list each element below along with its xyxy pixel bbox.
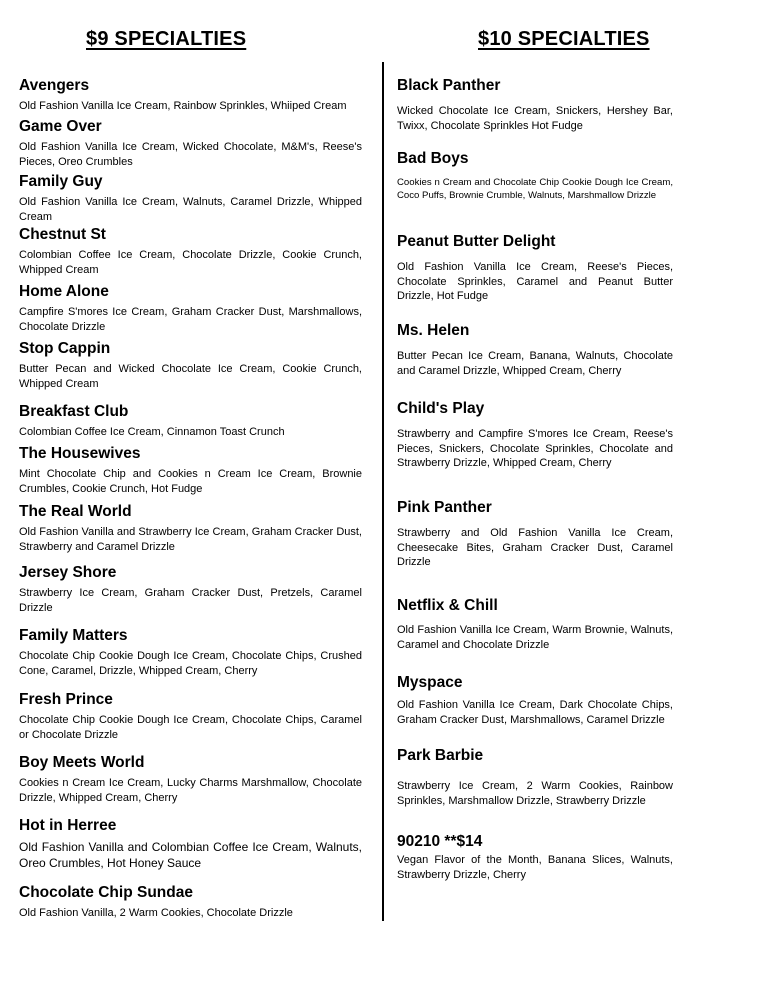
menu-item-chestnut-st xyxy=(19,226,362,277)
item-description: Campfire S'mores Ice Cream, Graham Cracker Dust, Marshmallows, Chocolate Drizzle xyxy=(19,306,362,333)
item-name: 90210 **$14 xyxy=(397,833,483,850)
item-name: Fresh Prince xyxy=(19,691,113,708)
menu-item-park-barbie xyxy=(397,747,673,808)
item-name: The Real World xyxy=(19,503,132,520)
item-description: Old Fashion Vanilla and Strawberry Ice Cream, Graham Cracker Dust, Strawberry and Caramel Drizzle xyxy=(19,526,362,553)
item-name: Ms. Helen xyxy=(397,322,470,339)
nine-dollar-specialties-heading: $9 SPECIALTIES xyxy=(86,28,247,50)
item-description: Old Fashion Vanilla Ice Cream, Wicked Chocolate, M&M's, Reese's Pieces, Oreo Crumbles xyxy=(19,141,362,168)
item-description: Mint Chocolate Chip and Cookies n Cream Ice Cream, Brownie Crumbles, Cookie Crunch, Hot Fudge xyxy=(19,468,362,495)
column-divider xyxy=(382,62,384,921)
menu-item-the-housewives xyxy=(19,445,362,496)
item-description: Strawberry Ice Cream, 2 Warm Cookies, Rainbow Sprinkles, Marshmallow Drizzle, Strawberry Drizzle xyxy=(397,780,673,807)
item-description: Strawberry and Campfire S'mores Ice Cream, Reese's Pieces, Snickers, Chocolate Sprinkles, Chocolate and Strawberry Drizzle, Whipped Cream, Cherry xyxy=(397,428,673,469)
menu-item-peanut-butter-delight xyxy=(397,233,673,304)
item-description: Old Fashion Vanilla Ice Cream, Dark Chocolate Chips, Graham Cracker Dust, Marshmallows, Caramel Drizzle xyxy=(397,699,673,726)
menu-item-family-guy xyxy=(19,173,362,224)
item-description: Chocolate Chip Cookie Dough Ice Cream, Chocolate Chips, Crushed Cone, Caramel, Drizzle, Whipped Cream, Cherry xyxy=(19,650,362,677)
item-name: Stop Cappin xyxy=(19,340,111,357)
menu-item-90210 xyxy=(397,833,673,882)
item-name: Park Barbie xyxy=(397,747,484,764)
menu-item-game-over xyxy=(19,118,362,169)
item-name: Peanut Butter Delight xyxy=(397,233,556,250)
menu-item-hot-in-herree xyxy=(19,817,362,871)
item-name: Pink Panther xyxy=(397,499,492,516)
item-name: Bad Boys xyxy=(397,150,469,167)
item-description: Wicked Chocolate Ice Cream, Snickers, Hershey Bar, Twixx, Chocolate Sprinkles Hot Fudge xyxy=(397,105,673,132)
item-description: Chocolate Chip Cookie Dough Ice Cream, Chocolate Chips, Caramel or Chocolate Drizzle xyxy=(19,714,362,741)
menu-item-myspace xyxy=(397,674,673,727)
item-name: Child's Play xyxy=(397,400,485,417)
item-description: Butter Pecan Ice Cream, Banana, Walnuts, Chocolate and Caramel Drizzle, Whipped Cream, Cherry xyxy=(397,350,673,377)
item-name: Chestnut St xyxy=(19,226,106,243)
item-description: Old Fashion Vanilla Ice Cream, Reese's Pieces, Chocolate Sprinkles, Caramel and Peanut Butter Drizzle, Hot Fudge xyxy=(397,261,673,302)
item-name: Game Over xyxy=(19,118,102,135)
item-description: Colombian Coffee Ice Cream, Cinnamon Toast Crunch xyxy=(19,426,285,438)
item-name: Netflix & Chill xyxy=(397,597,498,614)
item-name: Family Matters xyxy=(19,627,128,644)
item-name: The Housewives xyxy=(19,445,141,462)
menu-item-the-real-world xyxy=(19,503,362,554)
item-description: Old Fashion Vanilla, 2 Warm Cookies, Chocolate Drizzle xyxy=(19,907,293,919)
menu-item-chocolate-chip-sundae xyxy=(19,884,362,921)
menu-item-bad-boys xyxy=(397,150,673,203)
item-description: Cookies n Cream Ice Cream, Lucky Charms Marshmallow, Chocolate Drizzle, Whipped Cream, Cherry xyxy=(19,777,362,804)
item-description: Vegan Flavor of the Month, Banana Slices, Walnuts, Strawberry Drizzle, Cherry xyxy=(397,854,673,881)
menu-item-netflix-and-chill xyxy=(397,597,673,652)
item-description: Old Fashion Vanilla and Colombian Coffee Ice Cream, Walnuts, Oreo Crumbles, Hot Honey Sauce xyxy=(19,840,362,870)
item-description: Butter Pecan and Wicked Chocolate Ice Cream, Cookie Crunch, Whipped Cream xyxy=(19,363,362,390)
item-description: Strawberry and Old Fashion Vanilla Ice Cream, Cheesecake Bites, Graham Cracker Dust, Caramel Drizzle xyxy=(397,527,673,568)
item-description: Colombian Coffee Ice Cream, Chocolate Drizzle, Cookie Crunch, Whipped Cream xyxy=(19,249,362,276)
menu-item-jersey-shore xyxy=(19,564,362,615)
item-name: Chocolate Chip Sundae xyxy=(19,884,193,901)
menu-item-black-panther xyxy=(397,77,673,133)
menu-item-home-alone xyxy=(19,283,362,334)
menu-item-ms-helen xyxy=(397,322,673,378)
item-description: Old Fashion Vanilla Ice Cream, Walnuts, Caramel Drizzle, Whipped Cream xyxy=(19,196,362,223)
item-description: Strawberry Ice Cream, Graham Cracker Dust, Pretzels, Caramel Drizzle xyxy=(19,587,362,614)
item-name: Home Alone xyxy=(19,283,109,300)
item-description: Cookies n Cream and Chocolate Chip Cookie Dough Ice Cream, Coco Puffs, Brownie Crumble, Walnuts, Marshmallow Drizzle xyxy=(397,177,673,201)
menu-item-family-matters xyxy=(19,627,362,678)
item-name: Hot in Herree xyxy=(19,817,117,834)
ten-dollar-specialties-heading: $10 SPECIALTIES xyxy=(478,28,650,50)
item-name: Breakfast Club xyxy=(19,403,129,420)
menu-item-pink-panther xyxy=(397,499,673,570)
item-name: Avengers xyxy=(19,77,90,94)
menu-item-childs-play xyxy=(397,400,673,471)
item-name: Jersey Shore xyxy=(19,564,117,581)
menu-item-breakfast-club xyxy=(19,403,362,440)
menu-item-fresh-prince xyxy=(19,691,362,742)
menu-item-avengers xyxy=(19,77,362,114)
item-description: Old Fashion Vanilla Ice Cream, Warm Brownie, Walnuts, Caramel and Chocolate Drizzle xyxy=(397,624,673,651)
item-name: Myspace xyxy=(397,674,463,691)
menu-item-boy-meets-world xyxy=(19,754,362,805)
item-description: Old Fashion Vanilla Ice Cream, Rainbow Sprinkles, Whiiped Cream xyxy=(19,100,347,112)
menu-item-stop-cappin xyxy=(19,340,362,391)
item-name: Family Guy xyxy=(19,173,103,190)
item-name: Boy Meets World xyxy=(19,754,145,771)
item-name: Black Panther xyxy=(397,77,501,94)
